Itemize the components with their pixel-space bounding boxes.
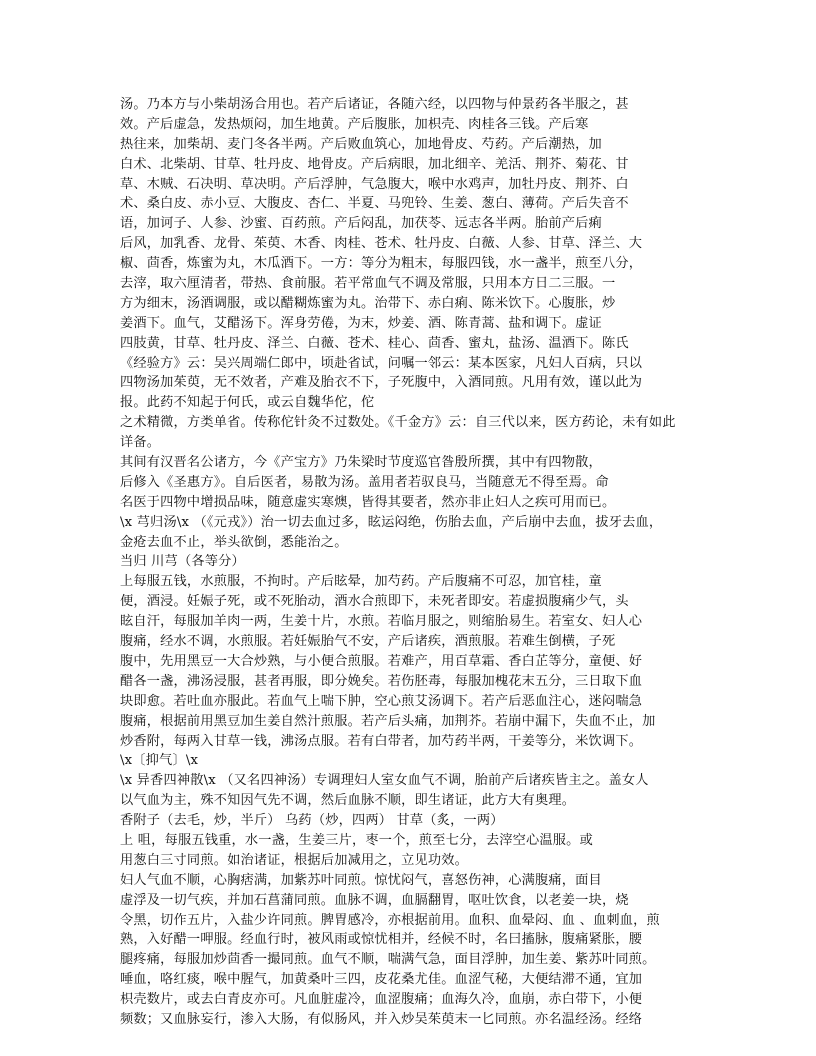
text-line: 后修入《圣惠方》。自后医者，易散为汤。盖用者若驭良马，当随意无不得至焉。命 <box>120 474 609 490</box>
text-line: 姜酒下。血气，艾醋汤下。浑身劳倦，为末，炒姜、酒、陈青蒿、盐和调下。虚证 <box>120 315 602 331</box>
text-line: 频数；又血脉妄行，渗入大肠，有似肠风，并入炒吴茱萸末一匕同煎。亦名温经汤。经络 <box>120 1011 643 1027</box>
text-line: 以气血为主，殊不知因气先不调，然后血脉不顺，即生诸证，此方大有奥理。 <box>120 793 576 809</box>
text-line: 其间有汉晋名公诸方，今《产宝方》乃朱梁时节度巡官昝殷所撰，其中有四物散， <box>120 455 602 471</box>
text-line: 当归 川芎（各等分） <box>120 554 245 570</box>
text-line: 腹痛，经水不调，水煎服。若妊娠胎气不安，产后诸疾，酒煎服。若难生倒横，子死 <box>120 634 616 650</box>
text-line: 枳壳数片，或去白青皮亦可。凡血脏虚冷，血涩腹痛；血海久冷，血崩，赤白带下，小便 <box>120 992 643 1008</box>
text-line: 《经验方》云：吴兴周端仁郎中，顷赴省试，问嘱一邻云：某本医家，凡妇人百病，只以 <box>120 355 643 371</box>
text-line: 四肢黄，甘草、牡丹皮、泽兰、白薇、苍术、桂心、茴香、蜜丸，盐汤、温酒下。陈氏 <box>120 335 629 351</box>
text-line: 眩自汗，每服加羊肉一两，生姜十片，水煎。若临月服之，则缩胎易生。若室女、妇人心 <box>120 614 643 630</box>
text-line: 之术精微，方类单省。传称佗针灸不过数处。《千金方》云：自三代以来，医方药论，未有如此 <box>120 415 676 431</box>
text-line: 上每服五钱，水煎服，不拘时。产后眩晕，加芍药。产后腹痛不可忍，加官桂，童 <box>120 574 602 590</box>
text-line: \x〔抑气〕\x <box>120 753 199 769</box>
text-line: 令黑，切作五片，入盐少许同煎。脾胃感冷，亦根据前用。血积、血晕闷、血 、血刺血，煎 <box>120 912 660 928</box>
text-line: 术、桑白皮、赤小豆、大腹皮、杏仁、半夏、马兜铃、生姜、葱白、薄荷。产后失音不 <box>120 196 629 212</box>
text-line: 报。此药不知起于何氏，或云自魏华佗，佗 <box>120 395 375 411</box>
text-line: 上 咀，每服五钱重，水一盏，生姜三片，枣一个，煎至七分，去滓空心温服。或 <box>120 832 593 848</box>
text-line: 金疮去血不止，举头欲倒，悉能治之。 <box>120 534 348 550</box>
text-line: 去滓，取六厘清者，带热、食前服。若平常血气不调及常服，只用本方日二三服。一 <box>120 276 616 292</box>
text-line: 腹中，先用黑豆一大合炒熟，与小便合煎服。若难产，用百草霜、香白芷等分，童便、好 <box>120 653 643 669</box>
text-line: 唾血，咯红痰，喉中腥气，加黄桑叶三四，皮花桑尤佳。血涩气秘，大便结滞不通，宜加 <box>120 972 643 988</box>
text-line: 腹痛，根据前用黑豆加生姜自然汁煎服。若产后头痛，加荆芥。若崩中漏下，失血不止，加 <box>120 713 656 729</box>
text-line: 醋各一盏，沸汤浸服，甚者再服，即分娩矣。若伤胚毒，每服加槐花末五分，三日取下血 <box>120 673 643 689</box>
text-line: 熟，入好醋一呷服。经血行时，被风雨或惊忧相并，经候不时，名曰搐脉，腹痛紧胀，腰 <box>120 932 643 948</box>
text-line: 白术、北柴胡、甘草、牡丹皮、地骨皮。产后病眼，加北细辛、羌活、荆芥、菊花、甘 <box>120 156 629 172</box>
text-line: 名医于四物中增损品味，随意虚实寒燠，皆得其要者，然亦非止妇人之疾可用而已。 <box>120 494 616 510</box>
text-line: 虚浮及一切气疾，并加石菖蒲同煎。血脉不调，血膈翻胃，呕吐饮食，以老姜一块，烧 <box>120 892 629 908</box>
text-line: 椒、茴香，炼蜜为丸，木瓜酒下。一方：等分为粗末，每服四钱，水一盏半，煎至八分， <box>120 256 643 272</box>
text-line: 后风，加乳香、龙骨、茱萸、木香、肉桂、苍术、牡丹皮、白薇、人参、甘草、泽兰、大 <box>120 236 643 252</box>
text-line: 用葱白三寸同煎。如治诸证，根据后加减用之，立见功效。 <box>120 852 469 868</box>
text-line: 效。产后虚急，发热烦闷，加生地黄。产后腹胀，加枳壳、肉桂各三钱。产后寒 <box>120 116 589 132</box>
text-line: \x 芎归汤\x （《元戎》）治一切去血过多，眩运闷绝，伤胎去血，产后崩中去血，拔牙去血， <box>120 514 663 530</box>
text-line: 便，酒浸。妊娠子死，或不死胎动，酒水合煎即下，未死者即安。若虚损腹痛少气，头 <box>120 594 629 610</box>
text-line: 方为细末，汤酒调服，或以醋糊炼蜜为丸。治带下、赤白痢、陈米饮下。心腹胀，炒 <box>120 295 616 311</box>
text-line: 腿疼痛，每服加炒茴香一撮同煎。血气不顺，喘满气急，面目浮肿，加生姜、紫苏叶同煎。 <box>120 952 656 968</box>
text-line: 汤。乃本方与小柴胡汤合用也。若产后诸证，各随六经，以四物与仲景药各半服之，甚 <box>120 97 629 112</box>
text-line: 香附子（去毛，炒，半斤） 乌药（炒，四两） 甘草（炙，一两） <box>120 813 504 829</box>
document-page <box>120 95 700 1030</box>
text-line: 详备。 <box>120 435 161 451</box>
text-line: 热往来，加柴胡、麦门冬各半两。产后败血筑心，加地骨皮、芍药。产后潮热，加 <box>120 136 602 152</box>
text-line: 语，加诃子、人参、沙蜜、百药煎。产后闷乱，加茯苓、远志各半两。胎前产后痢 <box>120 216 602 232</box>
text-line: 四物汤加茱萸，无不效者，产难及胎衣不下，子死腹中，入酒同煎。凡用有效，谨以此为 <box>120 375 643 391</box>
text-line: 块即愈。若吐血亦服此。若血气上喘下肿，空心煎艾汤调下。若产后恶血注心，迷闷喘急 <box>120 693 643 709</box>
text-line: 妇人气血不顺，心胸痞满，加紫苏叶同煎。惊忧闷气，喜怒伤神，心满腹痛，面目 <box>120 872 602 888</box>
text-line: \x 异香四神散\x （又名四神汤）专调理妇人室女血气不调，胎前产后诸疾皆主之。盖女人 <box>120 773 649 789</box>
text-line: 草、木贼、石决明、草决明。产后浮肿，气急腹大，喉中水鸡声，加牡丹皮、荆芥、白 <box>120 176 629 192</box>
text-line: 炒香附，每两入甘草一钱，沸汤点服。若有白带者，加芍药半两，干姜等分，米饮调下。 <box>120 733 643 749</box>
